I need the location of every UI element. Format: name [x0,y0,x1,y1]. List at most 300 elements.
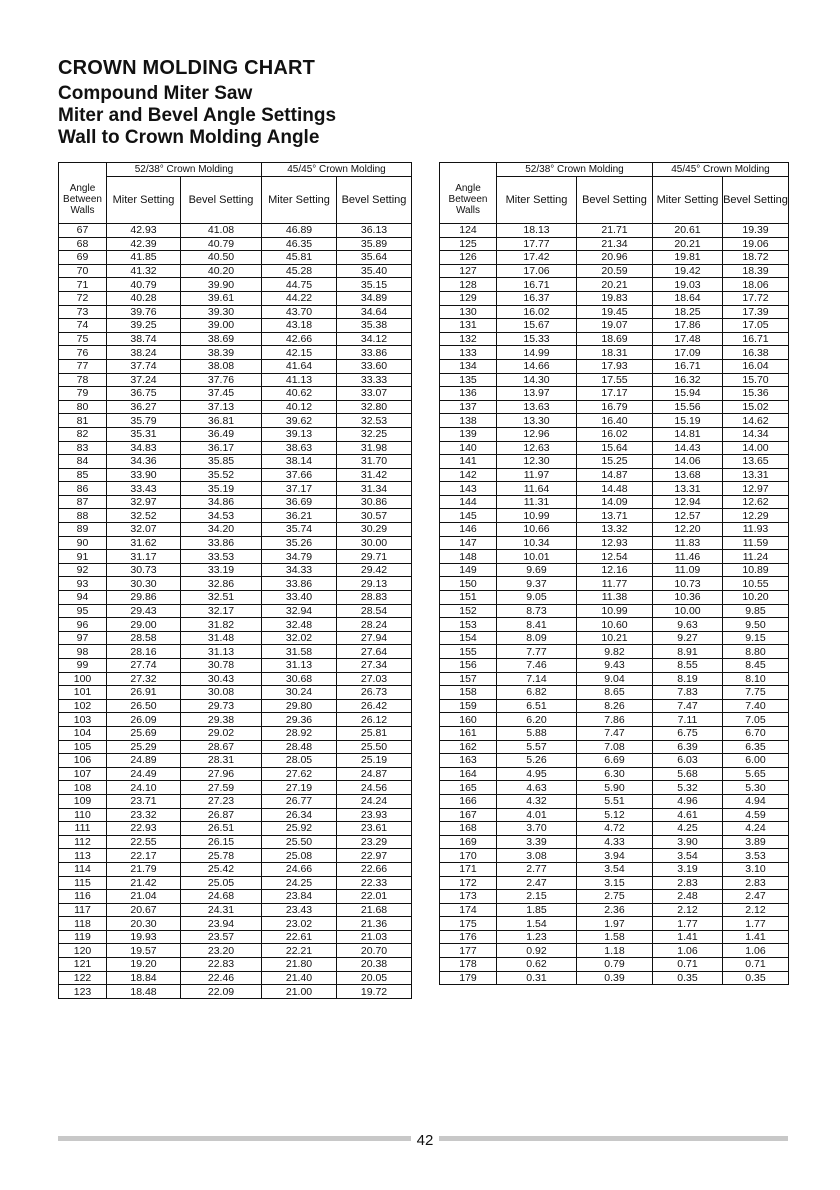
bevel-52-38-cell: 7.86 [577,713,653,727]
bevel-52-38-cell: 20.96 [577,251,653,265]
miter-52-38-cell: 4.01 [497,808,577,822]
bevel-45-45-cell: 7.05 [723,713,789,727]
table-row [440,862,789,876]
bevel-52-38-cell: 30.43 [181,672,262,686]
bevel-45-45-cell: 21.68 [337,903,412,917]
table-row [440,427,789,441]
miter-52-38-cell: 10.01 [497,550,577,564]
bevel-52-38-cell: 19.45 [577,305,653,319]
miter-45-45-cell: 40.62 [262,387,337,401]
bevel-45-45-cell: 4.24 [723,822,789,836]
miter-45-45-cell: 44.75 [262,278,337,292]
angle-cell: 85 [59,468,107,482]
angle-cell: 160 [440,713,497,727]
angle-cell: 115 [59,876,107,890]
bevel-45-45-cell: 29.71 [337,550,412,564]
bevel-45-45-cell: 34.89 [337,291,412,305]
miter-45-45-cell: 16.32 [653,373,723,387]
bevel-45-45-cell: 35.15 [337,278,412,292]
angle-cell: 165 [440,781,497,795]
angle-cell: 127 [440,264,497,278]
miter-52-38-cell: 21.79 [107,862,181,876]
miter-52-38-cell: 10.34 [497,536,577,550]
table-row [59,441,412,455]
table-row [440,604,789,618]
miter-header: Miter Setting [497,177,577,224]
angle-cell: 68 [59,237,107,251]
bevel-45-45-cell: 34.64 [337,305,412,319]
miter-52-38-cell: 1.23 [497,930,577,944]
miter-45-45-cell: 17.86 [653,319,723,333]
miter-45-45-cell: 13.68 [653,468,723,482]
table-row [440,414,789,428]
bevel-45-45-cell: 26.12 [337,713,412,727]
crown-molding-table-left [58,162,412,999]
table-row [59,808,412,822]
miter-45-45-cell: 0.71 [653,958,723,972]
bevel-52-38-cell: 18.69 [577,332,653,346]
bevel-45-45-cell: 4.94 [723,794,789,808]
bevel-45-45-cell: 14.34 [723,427,789,441]
table-row [440,536,789,550]
miter-52-38-cell: 32.97 [107,495,181,509]
bevel-52-38-cell: 24.31 [181,903,262,917]
miter-45-45-cell: 23.43 [262,903,337,917]
bevel-52-38-cell: 35.52 [181,468,262,482]
miter-45-45-cell: 3.90 [653,835,723,849]
miter-52-38-cell: 21.42 [107,876,181,890]
angle-cell: 138 [440,414,497,428]
bevel-45-45-cell: 11.24 [723,550,789,564]
bevel-52-38-cell: 15.25 [577,455,653,469]
miter-45-45-cell: 6.03 [653,754,723,768]
angle-cell: 129 [440,291,497,305]
table-corner [59,163,107,177]
miter-45-45-cell: 35.26 [262,536,337,550]
miter-52-38-cell: 13.30 [497,414,577,428]
bevel-52-38-cell: 34.20 [181,523,262,537]
miter-45-45-cell: 31.13 [262,659,337,673]
table-row [59,903,412,917]
table-row [440,332,789,346]
miter-52-38-cell: 13.97 [497,387,577,401]
table-row [440,264,789,278]
miter-45-45-cell: 38.63 [262,441,337,455]
miter-45-45-cell: 39.62 [262,414,337,428]
bevel-45-45-cell: 23.93 [337,808,412,822]
bevel-52-38-cell: 27.59 [181,781,262,795]
miter-45-45-cell: 46.35 [262,237,337,251]
bevel-45-45-cell: 3.89 [723,835,789,849]
table-row [59,264,412,278]
bevel-45-45-cell: 27.64 [337,645,412,659]
miter-45-45-cell: 29.80 [262,699,337,713]
miter-52-38-cell: 4.32 [497,794,577,808]
miter-45-45-cell: 34.79 [262,550,337,564]
bevel-52-38-cell: 6.69 [577,754,653,768]
table-row [59,645,412,659]
bevel-52-38-cell: 16.02 [577,427,653,441]
angle-cell: 168 [440,822,497,836]
bevel-52-38-cell: 41.08 [181,224,262,238]
bevel-45-45-cell: 22.01 [337,890,412,904]
bevel-45-45-cell: 33.33 [337,373,412,387]
table-row [59,849,412,863]
angle-cell: 132 [440,332,497,346]
miter-52-38-cell: 18.13 [497,224,577,238]
miter-52-38-cell: 22.17 [107,849,181,863]
miter-45-45-cell: 22.61 [262,930,337,944]
bevel-52-38-cell: 22.09 [181,985,262,999]
miter-52-38-cell: 23.32 [107,808,181,822]
bevel-52-38-cell: 8.26 [577,699,653,713]
miter-45-45-cell: 41.13 [262,373,337,387]
bevel-45-45-cell: 12.97 [723,482,789,496]
table-row [59,944,412,958]
angle-cell: 144 [440,495,497,509]
table-row [440,224,789,238]
miter-45-45-cell: 0.35 [653,971,723,985]
bevel-header: Bevel Setting [577,177,653,224]
miter-52-38-cell: 36.75 [107,387,181,401]
miter-52-38-cell: 23.71 [107,794,181,808]
angle-cell: 136 [440,387,497,401]
angle-cell: 145 [440,509,497,523]
bevel-45-45-cell: 10.89 [723,563,789,577]
bevel-45-45-cell: 22.97 [337,849,412,863]
table-row [59,468,412,482]
table-row [440,563,789,577]
angle-cell: 167 [440,808,497,822]
bevel-52-38-cell: 20.59 [577,264,653,278]
angle-cell: 152 [440,604,497,618]
miter-52-38-cell: 9.69 [497,563,577,577]
bevel-45-45-cell: 36.13 [337,224,412,238]
bevel-52-38-cell: 19.83 [577,291,653,305]
bevel-45-45-cell: 19.39 [723,224,789,238]
miter-45-45-cell: 10.36 [653,591,723,605]
angle-cell: 153 [440,618,497,632]
table-row [59,631,412,645]
bevel-45-45-cell: 12.62 [723,495,789,509]
bevel-45-45-cell: 35.40 [337,264,412,278]
miter-52-38-cell: 32.52 [107,509,181,523]
table-row [440,591,789,605]
bevel-45-45-cell: 30.29 [337,523,412,537]
bevel-45-45-cell: 29.42 [337,563,412,577]
miter-45-45-cell: 7.47 [653,699,723,713]
miter-52-38-cell: 12.30 [497,455,577,469]
bevel-52-38-cell: 33.86 [181,536,262,550]
angle-cell: 124 [440,224,497,238]
bevel-45-45-cell: 16.04 [723,359,789,373]
table-row [440,822,789,836]
miter-45-45-cell: 36.69 [262,495,337,509]
miter-52-38-cell: 8.73 [497,604,577,618]
table-row [440,971,789,985]
angle-cell: 91 [59,550,107,564]
bevel-45-45-cell: 28.54 [337,604,412,618]
angle-cell: 75 [59,332,107,346]
table-row [440,523,789,537]
bevel-52-38-cell: 29.73 [181,699,262,713]
miter-52-38-cell: 19.93 [107,930,181,944]
miter-45-45-cell: 44.22 [262,291,337,305]
bevel-45-45-cell: 31.70 [337,455,412,469]
table-row [59,224,412,238]
table-row [59,251,412,265]
angle-cell: 113 [59,849,107,863]
table-row [59,346,412,360]
table-row [440,794,789,808]
bevel-45-45-cell: 30.00 [337,536,412,550]
bevel-52-38-cell: 31.82 [181,618,262,632]
angle-cell: 111 [59,822,107,836]
miter-45-45-cell: 21.00 [262,985,337,999]
miter-52-38-cell: 13.63 [497,400,577,414]
bevel-45-45-cell: 35.89 [337,237,412,251]
miter-52-38-cell: 9.37 [497,577,577,591]
bevel-52-38-cell: 32.17 [181,604,262,618]
bevel-45-45-cell: 30.57 [337,509,412,523]
chart-subtitle-settings: Miter and Bevel Angle Settings [58,105,337,126]
miter-45-45-cell: 26.77 [262,794,337,808]
table-row [440,849,789,863]
angle-cell: 130 [440,305,497,319]
bevel-52-38-cell: 39.00 [181,319,262,333]
miter-45-45-cell: 14.06 [653,455,723,469]
miter-52-38-cell: 17.42 [497,251,577,265]
table-row [59,319,412,333]
angle-cell: 72 [59,291,107,305]
bevel-45-45-cell: 33.86 [337,346,412,360]
group-header-52-38: 52/38° Crown Molding [107,163,262,177]
bevel-52-38-cell: 38.39 [181,346,262,360]
angle-cell: 73 [59,305,107,319]
angle-cell: 143 [440,482,497,496]
table-row [59,754,412,768]
table-row [440,305,789,319]
miter-52-38-cell: 2.77 [497,862,577,876]
miter-52-38-cell: 14.66 [497,359,577,373]
miter-52-38-cell: 24.49 [107,767,181,781]
bevel-52-38-cell: 3.94 [577,849,653,863]
miter-52-38-cell: 2.15 [497,890,577,904]
bevel-45-45-cell: 2.47 [723,890,789,904]
miter-45-45-cell: 28.92 [262,726,337,740]
angle-cell: 121 [59,958,107,972]
angle-cell: 155 [440,645,497,659]
table-row [59,726,412,740]
bevel-52-38-cell: 23.94 [181,917,262,931]
bevel-52-38-cell: 14.48 [577,482,653,496]
bevel-52-38-cell: 1.58 [577,930,653,944]
table-row [59,822,412,836]
table-row [440,740,789,754]
bevel-52-38-cell: 15.64 [577,441,653,455]
miter-45-45-cell: 5.32 [653,781,723,795]
bevel-45-45-cell: 26.42 [337,699,412,713]
bevel-45-45-cell: 20.38 [337,958,412,972]
bevel-45-45-cell: 24.87 [337,767,412,781]
bevel-45-45-cell: 23.61 [337,822,412,836]
angle-cell: 163 [440,754,497,768]
bevel-45-45-cell: 16.71 [723,332,789,346]
miter-52-38-cell: 4.63 [497,781,577,795]
miter-52-38-cell: 7.14 [497,672,577,686]
angle-cell: 179 [440,971,497,985]
miter-45-45-cell: 12.20 [653,523,723,537]
angle-cell: 119 [59,930,107,944]
miter-52-38-cell: 14.30 [497,373,577,387]
miter-52-38-cell: 26.09 [107,713,181,727]
miter-45-45-cell: 18.64 [653,291,723,305]
miter-45-45-cell: 23.02 [262,917,337,931]
miter-45-45-cell: 21.80 [262,958,337,972]
bevel-52-38-cell: 30.08 [181,686,262,700]
bevel-45-45-cell: 0.35 [723,971,789,985]
angle-cell: 154 [440,631,497,645]
footer-band-left [58,1136,411,1141]
miter-52-38-cell: 20.30 [107,917,181,931]
miter-52-38-cell: 37.74 [107,359,181,373]
angle-cell: 92 [59,563,107,577]
bevel-52-38-cell: 12.54 [577,550,653,564]
table-row [59,740,412,754]
miter-45-45-cell: 30.68 [262,672,337,686]
angle-cell: 166 [440,794,497,808]
bevel-52-38-cell: 17.93 [577,359,653,373]
bevel-45-45-cell: 32.80 [337,400,412,414]
table-row [59,237,412,251]
angle-cell: 69 [59,251,107,265]
miter-45-45-cell: 45.81 [262,251,337,265]
bevel-52-38-cell: 23.20 [181,944,262,958]
bevel-45-45-cell: 12.29 [723,509,789,523]
bevel-45-45-cell: 28.24 [337,618,412,632]
table-row [59,495,412,509]
table-row [440,713,789,727]
bevel-52-38-cell: 25.78 [181,849,262,863]
miter-52-38-cell: 10.99 [497,509,577,523]
bevel-45-45-cell: 25.19 [337,754,412,768]
miter-52-38-cell: 24.89 [107,754,181,768]
miter-52-38-cell: 21.04 [107,890,181,904]
miter-45-45-cell: 32.94 [262,604,337,618]
miter-45-45-cell: 42.66 [262,332,337,346]
miter-45-45-cell: 13.31 [653,482,723,496]
miter-52-38-cell: 6.82 [497,686,577,700]
angle-cell: 116 [59,890,107,904]
miter-52-38-cell: 1.54 [497,917,577,931]
miter-45-45-cell: 26.34 [262,808,337,822]
table-row [59,427,412,441]
miter-52-38-cell: 35.31 [107,427,181,441]
angle-cell: 108 [59,781,107,795]
bevel-52-38-cell: 14.09 [577,495,653,509]
table-row [59,659,412,673]
table-row [440,468,789,482]
angle-cell: 169 [440,835,497,849]
bevel-45-45-cell: 11.59 [723,536,789,550]
table-row [440,550,789,564]
miter-52-38-cell: 28.58 [107,631,181,645]
miter-52-38-cell: 25.69 [107,726,181,740]
angle-cell: 94 [59,591,107,605]
miter-45-45-cell: 12.57 [653,509,723,523]
miter-52-38-cell: 7.77 [497,645,577,659]
table-row [59,455,412,469]
miter-45-45-cell: 22.21 [262,944,337,958]
bevel-45-45-cell: 20.70 [337,944,412,958]
miter-45-45-cell: 3.19 [653,862,723,876]
miter-header: Miter Setting [262,177,337,224]
bevel-52-38-cell: 21.71 [577,224,653,238]
miter-52-38-cell: 12.96 [497,427,577,441]
miter-45-45-cell: 31.58 [262,645,337,659]
miter-45-45-cell: 14.43 [653,441,723,455]
table-row [440,441,789,455]
table-row [59,835,412,849]
miter-45-45-cell: 6.75 [653,726,723,740]
angle-cell: 95 [59,604,107,618]
table-row [440,278,789,292]
miter-45-45-cell: 34.33 [262,563,337,577]
table-row [440,686,789,700]
bevel-52-38-cell: 9.82 [577,645,653,659]
miter-52-38-cell: 30.73 [107,563,181,577]
angle-cell: 149 [440,563,497,577]
table-row [440,482,789,496]
angle-cell: 177 [440,944,497,958]
bevel-45-45-cell: 33.60 [337,359,412,373]
bevel-45-45-cell: 1.06 [723,944,789,958]
angle-cell: 102 [59,699,107,713]
table-row [59,781,412,795]
bevel-52-38-cell: 24.68 [181,890,262,904]
table-row [59,591,412,605]
bevel-45-45-cell: 16.38 [723,346,789,360]
miter-45-45-cell: 38.14 [262,455,337,469]
bevel-45-45-cell: 10.20 [723,591,789,605]
footer-band-right [439,1136,788,1141]
table-corner [440,163,497,177]
miter-52-38-cell: 32.07 [107,523,181,537]
miter-45-45-cell: 7.11 [653,713,723,727]
table-row [59,958,412,972]
bevel-45-45-cell: 10.55 [723,577,789,591]
miter-45-45-cell: 15.19 [653,414,723,428]
angle-cell: 79 [59,387,107,401]
miter-52-38-cell: 29.86 [107,591,181,605]
miter-45-45-cell: 16.71 [653,359,723,373]
angle-cell: 159 [440,699,497,713]
angle-cell: 84 [59,455,107,469]
miter-52-38-cell: 18.48 [107,985,181,999]
bevel-52-38-cell: 36.49 [181,427,262,441]
bevel-52-38-cell: 33.19 [181,563,262,577]
miter-52-38-cell: 34.83 [107,441,181,455]
bevel-45-45-cell: 24.56 [337,781,412,795]
bevel-52-38-cell: 27.96 [181,767,262,781]
miter-45-45-cell: 4.61 [653,808,723,822]
table-row [59,767,412,781]
bevel-45-45-cell: 15.02 [723,400,789,414]
miter-45-45-cell: 21.40 [262,971,337,985]
table-row [59,387,412,401]
bevel-45-45-cell: 5.30 [723,781,789,795]
angle-cell: 176 [440,930,497,944]
